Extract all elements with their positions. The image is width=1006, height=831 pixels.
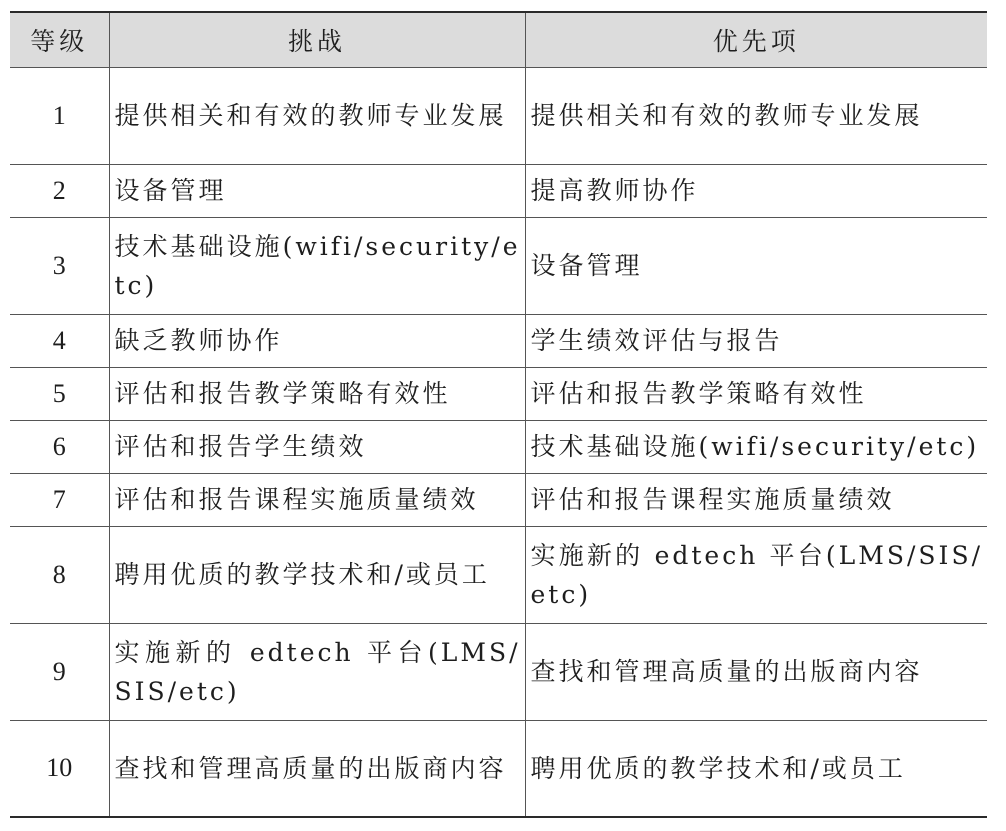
level-cell: 9 (10, 623, 109, 720)
header-priority: 优先项 (525, 12, 987, 67)
challenge-cell: 技术基础设施(wifi/security/etc) (109, 217, 525, 314)
challenge-cell: 提供相关和有效的教师专业发展 (109, 67, 525, 164)
table-row (10, 473, 987, 526)
priority-cell: 聘用优质的教学技术和/或员工 (525, 720, 987, 817)
priority-cell: 提供相关和有效的教师专业发展 (525, 67, 987, 164)
table-header (10, 12, 987, 67)
table-row (10, 526, 987, 623)
priority-cell: 技术基础设施(wifi/security/etc) (525, 420, 987, 473)
priority-cell: 提高教师协作 (525, 164, 987, 217)
table-row (10, 217, 987, 314)
challenge-cell: 查找和管理高质量的出版商内容 (109, 720, 525, 817)
table-body (10, 67, 987, 817)
level-cell: 5 (10, 367, 109, 420)
table-row (10, 367, 987, 420)
level-cell: 7 (10, 473, 109, 526)
table-row (10, 67, 987, 164)
priority-cell: 查找和管理高质量的出版商内容 (525, 623, 987, 720)
level-cell: 1 (10, 67, 109, 164)
challenge-cell: 评估和报告学生绩效 (109, 420, 525, 473)
challenge-cell: 聘用优质的教学技术和/或员工 (109, 526, 525, 623)
challenge-cell: 评估和报告教学策略有效性 (109, 367, 525, 420)
priority-table (10, 11, 987, 818)
table-row (10, 623, 987, 720)
challenge-cell: 设备管理 (109, 164, 525, 217)
level-cell: 3 (10, 217, 109, 314)
level-cell: 2 (10, 164, 109, 217)
level-cell: 10 (10, 720, 109, 817)
header-row (10, 12, 987, 67)
priority-cell: 设备管理 (525, 217, 987, 314)
table-row (10, 420, 987, 473)
priority-cell: 评估和报告教学策略有效性 (525, 367, 987, 420)
priority-cell: 实施新的 edtech 平台(LMS/SIS/etc) (525, 526, 987, 623)
header-challenge: 挑战 (109, 12, 525, 67)
challenge-cell: 缺乏教师协作 (109, 314, 525, 367)
level-cell: 6 (10, 420, 109, 473)
table-row (10, 164, 987, 217)
priority-cell: 学生绩效评估与报告 (525, 314, 987, 367)
table-row (10, 720, 987, 817)
challenge-cell: 实施新的 edtech 平台(LMS/SIS/etc) (109, 623, 525, 720)
header-level: 等级 (10, 12, 109, 67)
level-cell: 4 (10, 314, 109, 367)
level-cell: 8 (10, 526, 109, 623)
challenge-cell: 评估和报告课程实施质量绩效 (109, 473, 525, 526)
table-row (10, 314, 987, 367)
priority-cell: 评估和报告课程实施质量绩效 (525, 473, 987, 526)
